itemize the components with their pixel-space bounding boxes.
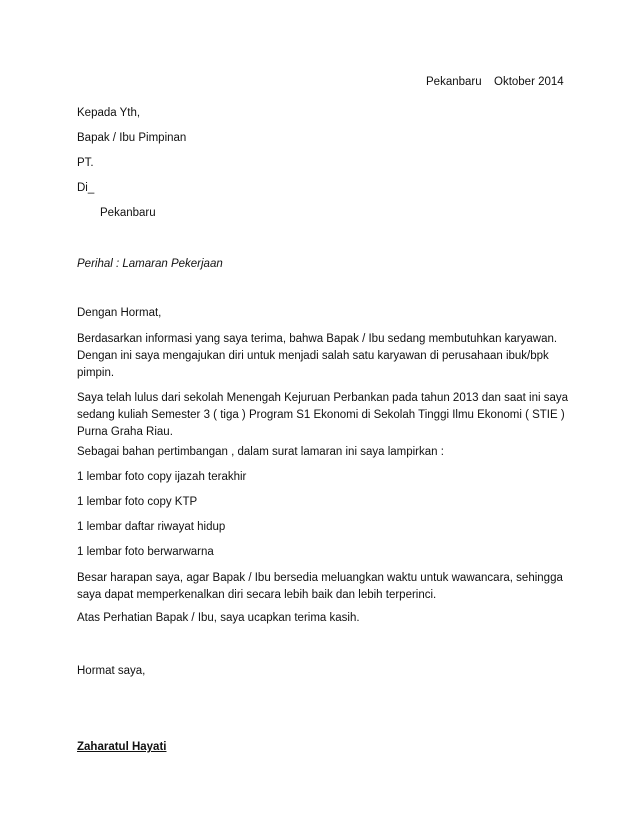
letter-place: Pekanbaru [426, 76, 482, 88]
paragraph-1: Berdasarkan informasi yang saya terima, bahwa Bapak / Ibu sedang membutuhkan karyawan. Dengan ini saya mengajukan diri untuk menjadi salah satu karyawan di perusahaan ibuk/bpk pimpin. [77, 333, 558, 379]
city: Pekanbaru [100, 207, 156, 219]
subject: Perihal : Lamaran Pekerjaan [77, 258, 223, 270]
attachment-item: 1 lembar foto copy ijazah terakhir [77, 471, 247, 483]
di-line: Di_ [77, 182, 95, 194]
to-line: Kepada Yth, [77, 107, 141, 119]
closing-thanks: Atas Perhatian Bapak / Ibu, saya ucapkan terima kasih. [77, 612, 360, 624]
closing: Hormat saya, [77, 665, 146, 677]
company: PT. [77, 157, 94, 169]
signature-name: Zaharatul Hayati [77, 741, 167, 753]
letter-date: Oktober 2014 [494, 76, 564, 88]
paragraph-2: Saya telah lulus dari sekolah Menengah Kejuruan Perbankan pada tahun 2013 dan saat ini saya sedang kuliah Semester 3 ( tiga ) Program S1 Ekonomi di Sekolah Tinggi Ilmu Ekonomi ( STIE ) Purna Graha Riau. [77, 392, 569, 438]
paragraph-3: Besar harapan saya, agar Bapak / Ibu bersedia meluangkan waktu untuk wawancara, sehingga saya dapat memperkenalkan diri secara lebih baik dan lebih terperinci. [77, 572, 563, 601]
attachment-item: 1 lembar foto berwarwarna [77, 546, 214, 558]
attachment-item: 1 lembar daftar riwayat hidup [77, 521, 226, 533]
recipient: Bapak / Ibu Pimpinan [77, 132, 187, 144]
greeting: Dengan Hormat, [77, 307, 162, 319]
attachment-intro: Sebagai bahan pertimbangan , dalam surat lamaran ini saya lampirkan : [77, 446, 444, 458]
attachment-item: 1 lembar foto copy KTP [77, 496, 198, 508]
